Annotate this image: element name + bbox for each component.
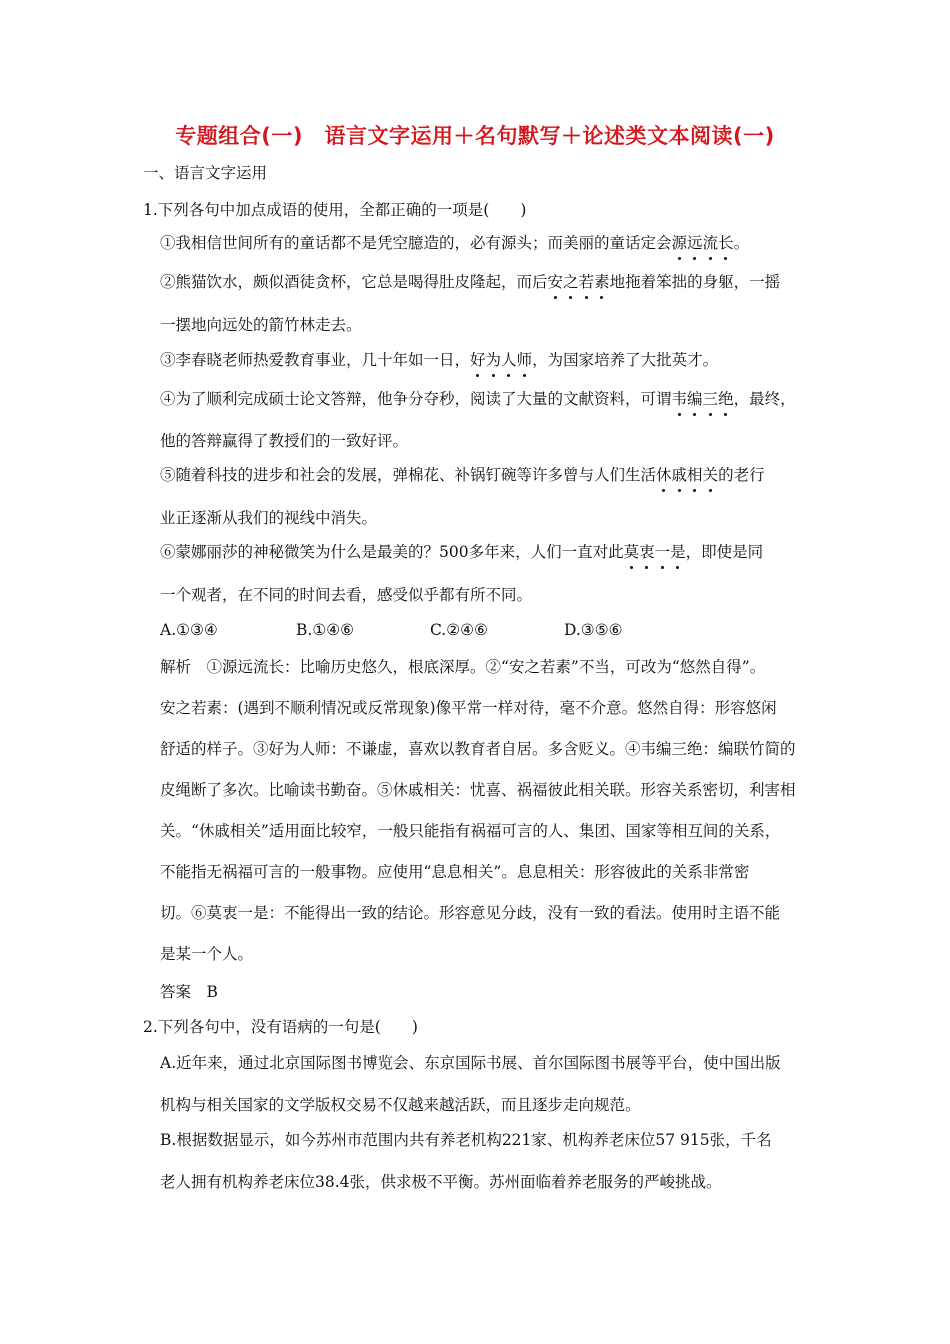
analysis-line: 关。“休戚相关”适用面比较窄，一般只能指有祸福可言的人、集团、国家等相互间的关系，	[160, 822, 781, 840]
option-b: B.①④⑥	[296, 621, 355, 639]
q2-option-a: A.近年来，通过北京国际图书博览会、东京国际书展、首尔国际图书展等平台，使中国出版	[160, 1054, 781, 1072]
q1-sentence-2-cont: 一摆地向远处的箭竹林走去。	[160, 316, 362, 334]
q1-sentence-5-cont: 业正逐渐从我们的视线中消失。	[160, 509, 378, 527]
section-heading: 一、语言文字运用	[143, 164, 268, 182]
analysis-line: 皮绳断了多次。比喻读书勤奋。⑤休戚相关：忧喜、祸福彼此相关联。形容关系密切，利害相	[160, 781, 796, 799]
q1-answer: 答案 B	[160, 983, 218, 1001]
q2-option-b-cont: 老人拥有机构养老床位38.4张，供求极不平衡。苏州面临着养老服务的严峻挑战。	[160, 1173, 722, 1191]
option-a: A.①③④	[160, 621, 218, 639]
option-c: C.②④⑥	[430, 621, 488, 639]
q1-sentence-2: ②熊猫饮水，颇似酒徒贪杯，它总是喝得肚皮隆起，而后安之若素地拖着笨拙的身躯，一摇	[160, 273, 781, 291]
analysis-line: 切。⑥莫衷一是：不能得出一致的结论。形容意见分歧，没有一致的看法。使用时主语不能	[160, 904, 781, 922]
q1-sentence-5: ⑤随着科技的进步和社会的发展，弹棉花、补锅钉碗等许多曾与人们生活休戚相关的老行	[160, 466, 765, 484]
page-title: 专题组合(一) 语言文字运用＋名句默写＋论述类文本阅读(一)	[175, 124, 775, 148]
q1-sentence-1: ①我相信世间所有的童话都不是凭空臆造的，必有源头；而美丽的童话定会源远流长。	[160, 234, 750, 252]
q2-option-b: B.根据数据显示，如今苏州市范围内共有养老机构221家、机构养老床位57 915张，千名	[160, 1131, 772, 1149]
analysis-line: 舒适的样子。③好为人师：不谦虚，喜欢以教育者自居。多含贬义。④韦编三绝：编联竹简的	[160, 740, 796, 758]
analysis-line: 解析 ①源远流长：比喻历史悠久，根底深厚。②“安之若素”不当，可改为“悠然自得”。	[160, 658, 766, 676]
q1-stem: 1.下列各句中加点成语的使用，全都正确的一项是( )	[143, 201, 527, 219]
q1-sentence-6: ⑥蒙娜丽莎的神秘微笑为什么是最美的？500多年来，人们一直对此莫衷一是，即使是同	[160, 543, 764, 561]
q1-sentence-4-cont: 他的答辩赢得了教授们的一致好评。	[160, 432, 409, 450]
analysis-line: 安之若素：(遇到不顺利情况或反常现象)像平常一样对待，毫不介意。悠然自得：形容悠闲	[160, 699, 777, 717]
analysis-line: 是某一个人。	[160, 945, 254, 963]
option-d: D.③⑤⑥	[564, 621, 623, 639]
q1-sentence-4: ④为了顺利完成硕士论文答辩，他争分夺秒，阅读了大量的文献资料，可谓韦编三绝，最终，	[160, 390, 796, 408]
q1-options	[160, 619, 623, 641]
q1-sentence-6-cont: 一个观者，在不同的时间去看，感受似乎都有所不同。	[160, 586, 533, 604]
q1-sentence-3: ③李春晓老师热爱教育事业，几十年如一日，好为人师，为国家培养了大批英才。	[160, 351, 719, 369]
q2-option-a-cont: 机构与相关国家的文学版权交易不仅越来越活跃，而且逐步走向规范。	[160, 1096, 641, 1114]
analysis-line: 不能指无祸福可言的一般事物。应使用“息息相关”。息息相关：形容彼此的关系非常密	[160, 863, 750, 881]
q2-stem: 2.下列各句中，没有语病的一句是( )	[143, 1018, 418, 1036]
